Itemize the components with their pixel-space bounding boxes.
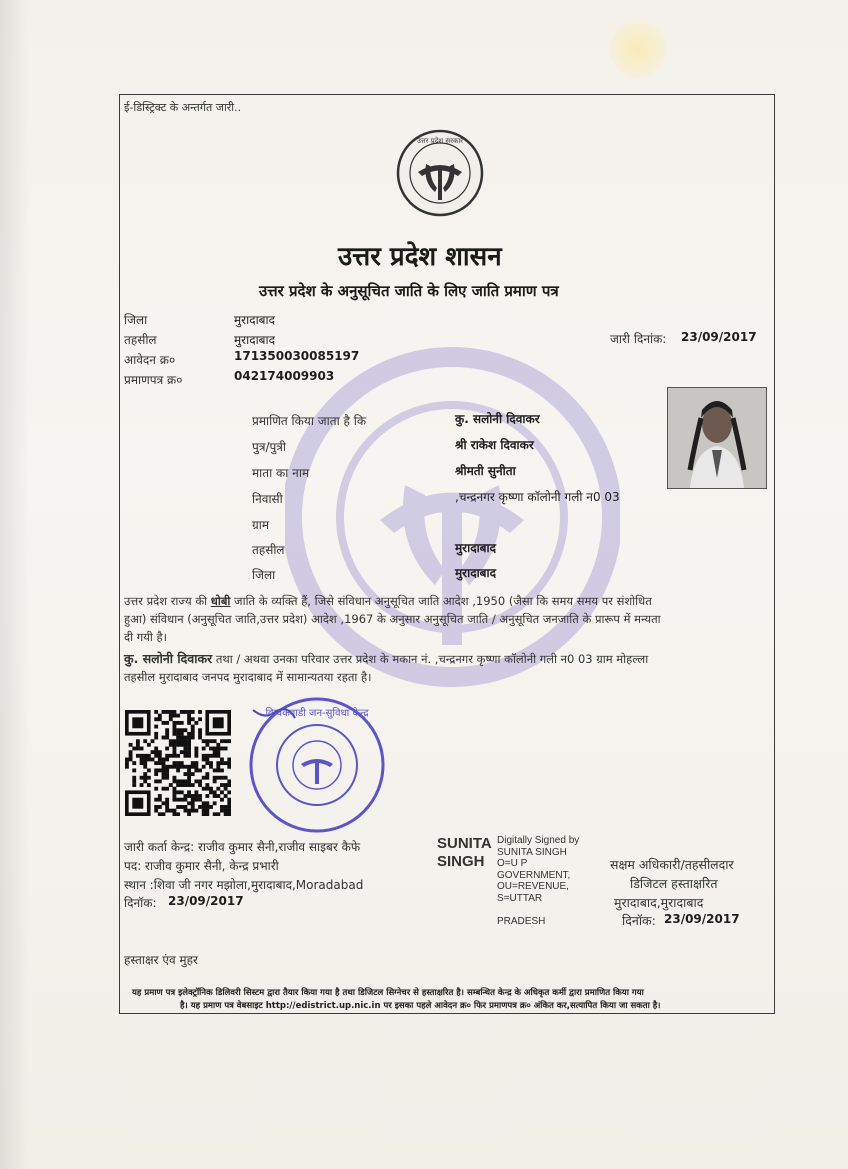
qr-code bbox=[125, 710, 231, 816]
caste-statement-pre: उत्तर प्रदेश राज्य की bbox=[124, 594, 211, 608]
header-note: ई-डिस्ट्रिक्ट के अन्तर्गत जारी.. bbox=[124, 101, 242, 114]
footer-line1: यह प्रमाण पत्र इलेक्ट्रॉनिक डिलिवरी सिस्टम द्वारा तैयार किया गया है तथा डिजिटल सिग्नेचर से हस्ताक्षरित है। सम्बन्धित केन्द्र के अधिकृत कर्मी द्वारा प्रमाणित किया गया bbox=[132, 988, 644, 998]
meta-label-application-no: आवेदन क्र० bbox=[124, 353, 176, 367]
residence-statement-line2: तहसील मुरादाबाद जनपद मुरादाबाद में सामान्यतया रहता है। bbox=[124, 670, 372, 684]
meta-label-tehsil: तहसील bbox=[124, 333, 157, 347]
sig-detail: SUNITA SINGH bbox=[497, 846, 567, 858]
footer-line2: है। यह प्रमाण पत्र वेबसाइट http://edistrict.up.nic.in पर इसका पहले आवेदन क्र० फिर प्रमाणपत्र क्र० अंकित कर,सत्यापित किया जा सकता है। bbox=[180, 1001, 661, 1011]
detail-value-address: ,चन्द्रनगर कृष्णा कॉलोनी गली न0 03 bbox=[455, 490, 620, 504]
issuer-date-label: दिनॉक: bbox=[124, 896, 157, 910]
sig-detail: O=U P bbox=[497, 858, 528, 869]
meta-value-certificate-no: 042174009903 bbox=[234, 369, 335, 383]
caste-statement-line3: दी गयी है। bbox=[124, 630, 167, 644]
csc-seal-stamp bbox=[235, 690, 395, 840]
authority-title: सक्षम अधिकारी/तहसीलदार bbox=[610, 857, 734, 872]
sig-detail: Digitally Signed by bbox=[497, 835, 580, 846]
meta-label-certificate-no: प्रमाणपत्र क्र० bbox=[124, 373, 183, 387]
sig-detail: GOVERNMENT, bbox=[497, 869, 571, 881]
signature-label: हस्ताक्षर एंव मुहर bbox=[124, 953, 198, 967]
detail-label-certified: प्रमाणित किया जाता है कि bbox=[252, 414, 367, 428]
issuer-post: पद: राजीव कुमार सैनी, केन्द्र प्रभारी bbox=[124, 859, 279, 873]
authority-date-label: दिनॉक: bbox=[622, 913, 656, 928]
residence-statement-post: तथा / अथवा उनका परिवार उत्तर प्रदेश के मकान नं. ,चन्द्रनगर कृष्णा कॉलोनी गली न0 03 ग्राम मोहल्ला bbox=[212, 652, 649, 666]
issue-date-label: जारी दिनांक: bbox=[610, 332, 667, 346]
detail-label-parent: पुत्र/पुत्री bbox=[252, 440, 287, 454]
issue-date: 23/09/2017 bbox=[681, 330, 757, 344]
tape-stain bbox=[610, 20, 666, 78]
emblem-text: उत्तर प्रदेश सरकार bbox=[416, 137, 464, 145]
detail-value-name: कु. सलोनी दिवाकर bbox=[455, 412, 540, 426]
residence-statement-line1 bbox=[124, 650, 648, 668]
residence-statement-name: कु. सलोनी दिवाकर bbox=[124, 651, 213, 666]
issuer-date: 23/09/2017 bbox=[168, 894, 244, 908]
detail-label-tehsil: तहसील bbox=[252, 543, 285, 557]
sig-detail: OU=REVENUE, bbox=[497, 881, 569, 892]
issuer-center: जारी कर्ता केन्द्र: राजीव कुमार सैनी,राजीव साइबर कैफे bbox=[124, 840, 361, 854]
authority-place: मुरादाबाद,मुरादाबाद bbox=[614, 895, 704, 910]
digital-signature-details bbox=[497, 835, 579, 927]
detail-value-district: मुरादाबाद bbox=[455, 566, 497, 580]
caste-statement-post: जाति के व्यक्ति हैं, जिसे संविधान अनुसूचित जाति आदेश ,1950 (जैसा कि समय समय पर संशोधित bbox=[230, 594, 652, 608]
caste-statement-line1 bbox=[124, 592, 652, 610]
detail-value-father: श्री राकेश दिवाकर bbox=[455, 438, 534, 452]
meta-value-tehsil: मुरादाबाद bbox=[234, 333, 276, 347]
authority-date: 23/09/2017 bbox=[664, 912, 740, 926]
detail-label-district: जिला bbox=[252, 568, 276, 582]
meta-value-district: मुरादाबाद bbox=[234, 313, 276, 327]
detail-value-tehsil: मुरादाबाद bbox=[455, 541, 497, 555]
detail-label-mother: माता का नाम bbox=[252, 466, 310, 480]
sig-detail: PRADESH bbox=[497, 915, 546, 927]
seal-text: किचकवाडी जन-सुविधा केन्द्र bbox=[265, 708, 369, 719]
sig-detail bbox=[497, 904, 579, 916]
up-government-emblem-icon bbox=[392, 128, 488, 218]
detail-label-resident: निवासी bbox=[252, 492, 283, 506]
issuer-place: स्थान :शिवा जी नगर मझोला,मुरादाबाद,Moradabad bbox=[124, 878, 364, 892]
meta-value-application-no: 171350030085197 bbox=[234, 349, 360, 363]
sig-detail: S=UTTAR bbox=[497, 892, 543, 904]
detail-value-mother: श्रीमती सुनीता bbox=[455, 464, 516, 478]
meta-label-district: जिला bbox=[124, 313, 148, 327]
detail-label-village: ग्राम bbox=[252, 518, 270, 532]
caste-name: धोबी bbox=[210, 594, 231, 608]
caste-statement-line2: हुआ) संविधान (अनुसूचित जाति,उत्तर प्रदेश) आदेश ,1967 के अनुसार अनुसूचित जाति / अनुसूचित जनजाति के प्रारूप में मन्यता bbox=[124, 612, 661, 626]
paper-edge-shadow bbox=[0, 0, 30, 1169]
applicant-photo bbox=[667, 387, 767, 489]
digital-signer-name-1: SUNITA bbox=[437, 835, 492, 852]
page-subtitle: उत्तर प्रदेश के अनुसूचित जाति के लिए जाति प्रमाण पत्र bbox=[259, 282, 559, 300]
authority-digital: डिजिटल हस्ताक्षरित bbox=[630, 876, 718, 891]
page-title: उत्तर प्रदेश शासन bbox=[338, 242, 502, 272]
digital-signer-name-2: SINGH bbox=[437, 853, 485, 870]
